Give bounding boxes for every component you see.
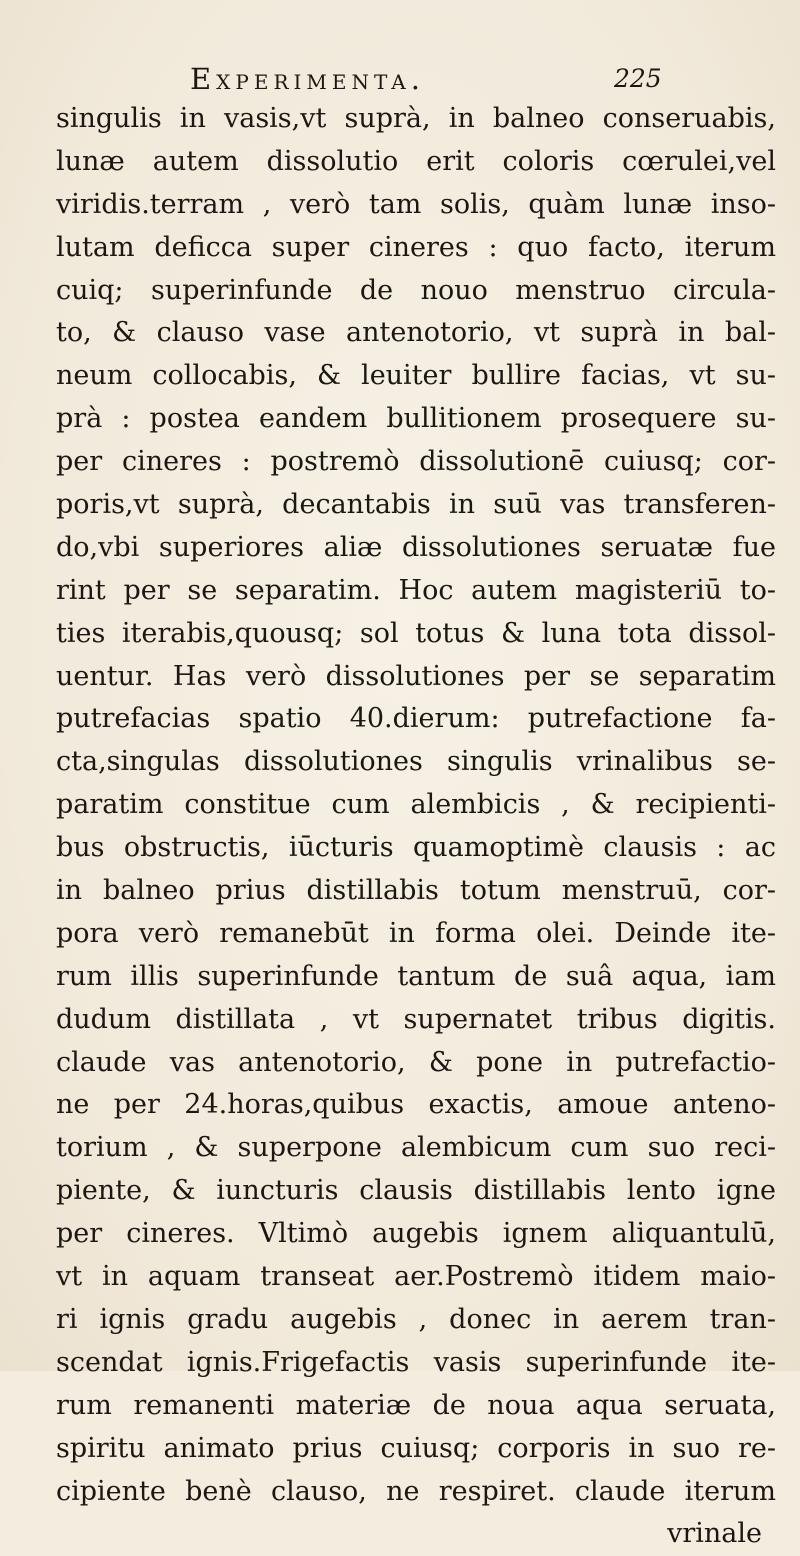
running-head [190,62,790,96]
text-line: do,vbi superiores aliæ dissolutiones seruatæ fue [56,531,776,563]
text-line: vt in aquam transeat aer.Postremò itidem maio- [56,1261,776,1293]
text-line: dudum distillata , vt supernatet tribus digitis. [56,1003,776,1035]
text-line: putrefacias spatio 40.dierum: putrefactione fa- [56,703,776,735]
text-line: ne per 24.horas,quibus exactis, amoue anteno- [56,1089,776,1121]
text-line: rint per se separatim. Hoc autem magisteriū to- [56,574,776,606]
text-line: per cineres : postremò dissolutionē cuiusq; cor- [56,446,776,478]
text-line: in balneo prius distillabis totum menstruū, cor- [56,875,776,907]
catchword: vrinale [667,1518,762,1550]
text-line: piente, & iuncturis clausis distillabis lento igne [56,1175,776,1207]
page-number: 225 [614,64,662,93]
text-line: cipiente benè clauso, ne respiret. claude iterum [56,1475,776,1507]
text-line: torium , & superpone alembicum cum suo reci- [56,1132,776,1164]
text-line: scendat ignis.Frigefactis vasis superinfunde ite- [56,1346,776,1378]
text-line: to, & clauso vase antenotorio, vt suprà in bal- [56,317,776,349]
text-line: uentur. Has verò dissolutiones per se separatim [56,660,776,692]
text-line: prà : postea eandem bullitionem prosequere su- [56,403,776,435]
text-line: per cineres. Vltimò augebis ignem aliquantulū, [56,1218,776,1250]
text-line: ri ignis gradu augebis , donec in aerem tran- [56,1303,776,1335]
text-line: cta,singulas dissolutiones singulis vrinalibus se- [56,746,776,778]
text-line: ties iterabis,quousq; sol totus & luna tota dissol- [56,617,776,649]
text-line: rum remanenti materiæ de noua aqua seruata, [56,1389,776,1421]
text-line: singulis in vasis,vt suprà, in balneo conseruabis, [56,103,776,134]
text-line: cuiq; superinfunde de nouo menstruo circula- [56,274,776,306]
text-line: lutam deficca super cineres : quo facto, iterum [56,231,776,263]
body-text [56,98,776,1556]
text-line: pora verò remanebūt in forma olei. Deinde ite- [56,917,776,949]
text-line: claude vas antenotorio, & pone in putrefactio- [56,1046,776,1078]
text-line: paratim constitue cum alembicis , & recipienti- [56,789,776,821]
text-line: bus obstructis, iūcturis quamoptimè clausis : ac [56,832,776,864]
text-line: lunæ autem dissolutio erit coloris cœrulei,vel [56,145,776,177]
text-line: poris,vt suprà, decantabis in suū vas transferen- [56,489,776,521]
text-line: viridis.terram , verò tam solis, quàm lunæ inso- [56,188,776,220]
text-line: rum illis superinfunde tantum de suâ aqua, iam [56,960,776,992]
text-line: spiritu animato prius cuiusq; corporis in suo re- [56,1432,776,1464]
running-title: Experimenta. [190,62,425,96]
text-line: neum collocabis, & leuiter bullire facias, vt su- [56,360,776,392]
